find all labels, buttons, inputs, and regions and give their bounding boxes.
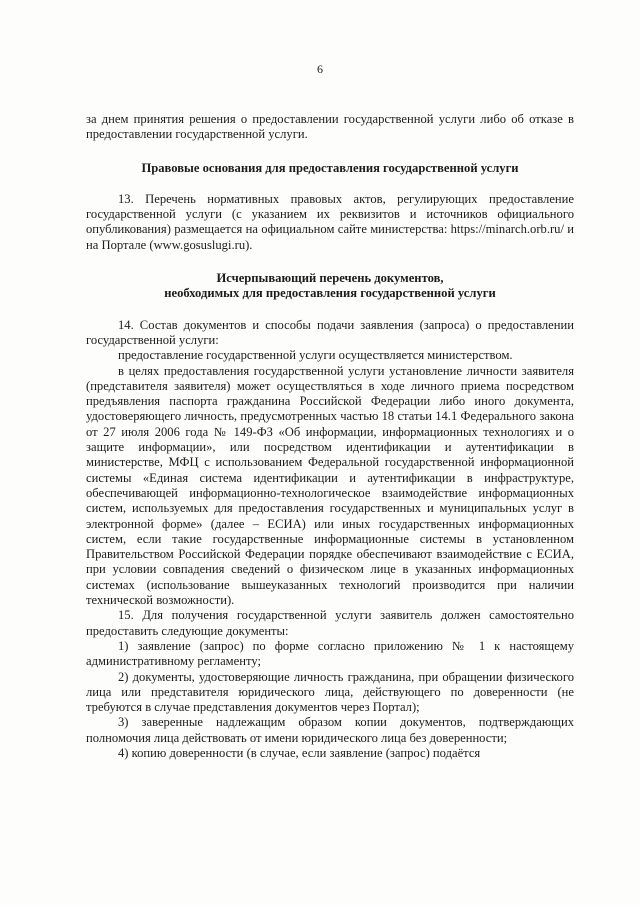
- document-body: [86, 112, 574, 761]
- list-item-3: 3) заверенные надлежащим образом копии документов, подтверждающих полномочия лица действовать от имени юридического лица без доверенности;: [86, 715, 574, 745]
- heading-documents-line-2: необходимых для предоставления государственной услуги: [164, 286, 496, 301]
- heading-legal-basis: Правовые основания для предоставления государственной услуги: [141, 160, 519, 175]
- intro-paragraph: за днем принятия решения о предоставлении государственной услуги либо об отказе в предоставлении государственной услуги.: [86, 112, 574, 142]
- paragraph-15: 15. Для получения государственной услуги заявитель должен самостоятельно предоставить следующие документы:: [86, 608, 574, 638]
- paragraph-14-a: предоставление государственной услуги осуществляется министерством.: [118, 348, 513, 363]
- paragraph-14-b: в целях предоставления государственной услуги установление личности заявителя (представителя заявителя) может осуществляться в ходе личного приема посредством предъявления паспорта гражданина Российской Федерации либо иного документа, удостоверяющего личность, предусмотренных частью 18 статьи 14.1 Федерального закона от 27 июля 2006 года № 149-ФЗ «Об информации, информационных технологиях и о защите информации», или посредством идентификации и аутентификации в министерстве, МФЦ с использованием Федеральной государственной информационной системы «Единая система идентификации и аутентификации в инфраструктуре, обеспечивающей информационно-технологическое взаимодействие информационных систем, используемых для предоставления государственных и муниципальных услуг в электронной форме» (далее – ЕСИА) или иных государственных информационных систем, если такие государственные информационные системы в установленном Правительством Российской Федерации порядке обеспечивают взаимодействие с ЕСИА, при условии совпадения сведений о физическом лице в указанных информационных системах (использование вышеуказанных технологий производится при наличии технической возможности).: [86, 363, 574, 608]
- heading-documents-list: [86, 271, 574, 302]
- list-item-4: 4) копию доверенности (в случае, если заявление (запрос) подаётся: [118, 745, 481, 760]
- page-number: 6: [317, 62, 323, 76]
- heading-documents-line-1: Исчерпывающий перечень документов,: [216, 271, 444, 286]
- list-item-2: 2) документы, удостоверяющие личность гражданина, при обращении физического лица или представителя юридического лица, действующего по доверенности (не требуются в случае представления документов через Портал);: [86, 669, 574, 715]
- list-item-1: 1) заявление (запрос) по форме согласно приложению № 1 к настоящему административному регламенту;: [86, 638, 574, 669]
- paragraph-13: 13. Перечень нормативных правовых актов, регулирующих предоставление государственной услуги (с указанием их реквизитов и источников официального опубликования) размещается на официальном сайте министерства: https://minarch.orb.ru/ и на Портале (www.gosuslugi.ru).: [86, 191, 574, 252]
- paragraph-14: 14. Состав документов и способы подачи заявления (запроса) о предоставлении государственной услуги:: [86, 317, 574, 347]
